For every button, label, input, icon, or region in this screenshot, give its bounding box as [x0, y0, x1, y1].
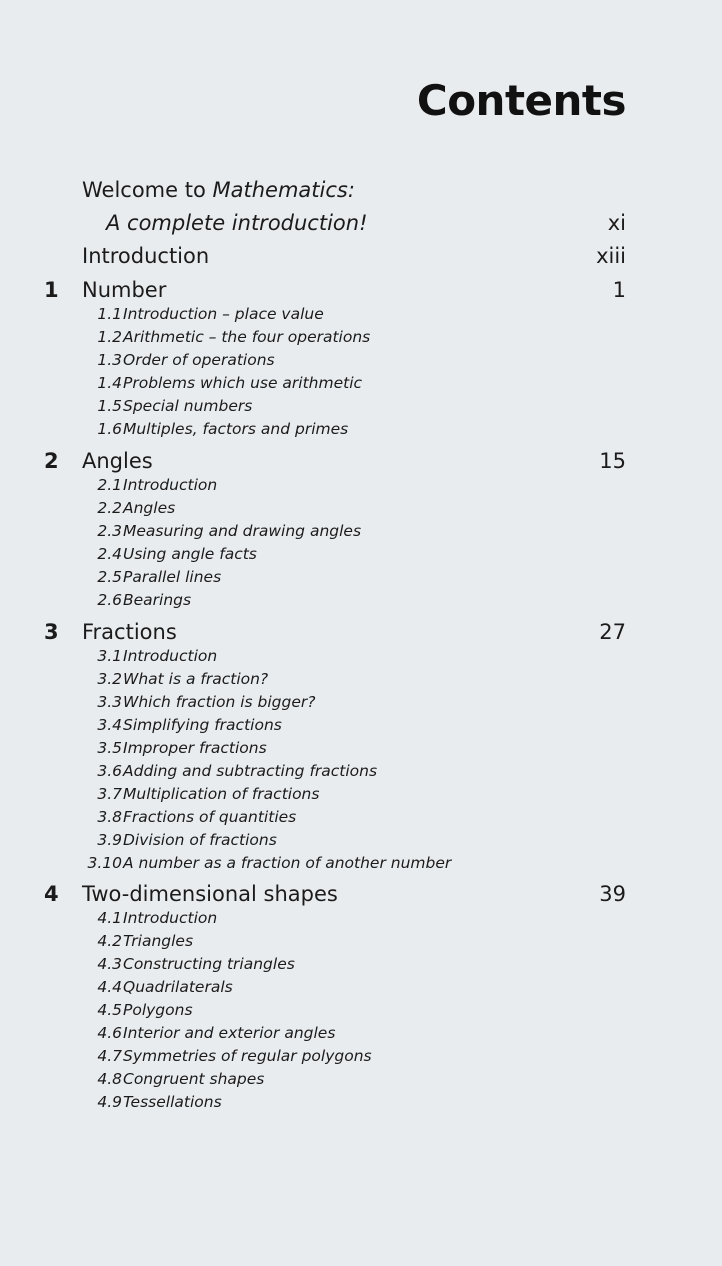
chapter-number: 2: [44, 449, 59, 473]
chapter-title: Fractions: [82, 620, 177, 644]
section-entry: 2.6 Bearings: [97, 591, 192, 609]
page-number: 1: [612, 278, 626, 302]
section-entry: 3.9 Division of fractions: [97, 831, 277, 849]
chapter-title: Angles: [82, 449, 153, 473]
section-entry: 4.5 Polygons: [97, 1001, 193, 1019]
section-entry: 4.2 Triangles: [97, 932, 194, 950]
section-entry: 4.4 Quadrilaterals: [97, 978, 233, 996]
page-number: 27: [599, 620, 626, 644]
entry-label: Welcome to Mathematics:: [82, 178, 355, 202]
section-entry: 3.2 What is a fraction?: [97, 670, 269, 688]
page-number: 15: [599, 449, 626, 473]
section-entry: 4.6 Interior and exterior angles: [97, 1024, 336, 1042]
entry-label: A complete introduction!: [106, 211, 368, 235]
section-entry: 4.8 Congruent shapes: [97, 1070, 265, 1088]
page-number: xi: [607, 211, 626, 235]
toc-entry-welcome: [0, 178, 722, 204]
chapter-heading: [0, 882, 722, 908]
section-entry: 1.1 Introduction – place value: [97, 305, 324, 323]
entry-label: Introduction: [82, 244, 210, 268]
chapter-heading: [0, 620, 722, 646]
section-entry: 2.1 Introduction: [97, 476, 218, 494]
toc-entry-welcome-subtitle: [0, 211, 722, 237]
section-entry: 3.6 Adding and subtracting fractions: [97, 762, 378, 780]
page-title: Contents: [416, 76, 626, 125]
page-number: xiii: [596, 244, 626, 268]
chapter-title: Two-dimensional shapes: [82, 882, 338, 906]
section-entry: 2.5 Parallel lines: [97, 568, 222, 586]
section-entry: 4.1 Introduction: [97, 909, 218, 927]
page-number: 39: [599, 882, 626, 906]
chapter-heading: [0, 278, 722, 304]
section-entry: 1.6 Multiples, factors and primes: [97, 420, 349, 438]
chapter-number: 3: [44, 620, 59, 644]
section-entry: 2.3 Measuring and drawing angles: [97, 522, 362, 540]
section-entry: 3.8 Fractions of quantities: [97, 808, 297, 826]
chapter-title: Number: [82, 278, 167, 302]
section-entry: 1.5 Special numbers: [97, 397, 253, 415]
section-entry: 3.1 Introduction: [97, 647, 218, 665]
toc-entry-introduction: [0, 244, 722, 270]
section-entry: 3.5 Improper fractions: [97, 739, 267, 757]
section-entry: 3.4 Simplifying fractions: [97, 716, 282, 734]
section-entry: 1.2 Arithmetic – the four operations: [97, 328, 371, 346]
section-entry: 2.2 Angles: [97, 499, 176, 517]
section-entry: 4.7 Symmetries of regular polygons: [97, 1047, 372, 1065]
section-entry: 3.3 Which fraction is bigger?: [97, 693, 316, 711]
section-entry: 1.4 Problems which use arithmetic: [97, 374, 363, 392]
section-entry: 4.3 Constructing triangles: [97, 955, 295, 973]
section-entry: 2.4 Using angle facts: [97, 545, 257, 563]
chapter-number: 4: [44, 882, 59, 906]
section-entry: 1.3 Order of operations: [97, 351, 275, 369]
section-entry: 4.9 Tessellations: [97, 1093, 222, 1111]
chapter-heading: [0, 449, 722, 475]
chapter-number: 1: [44, 278, 59, 302]
section-entry: 3.10 A number as a fraction of another number: [87, 854, 452, 872]
section-entry: 3.7 Multiplication of fractions: [97, 785, 320, 803]
